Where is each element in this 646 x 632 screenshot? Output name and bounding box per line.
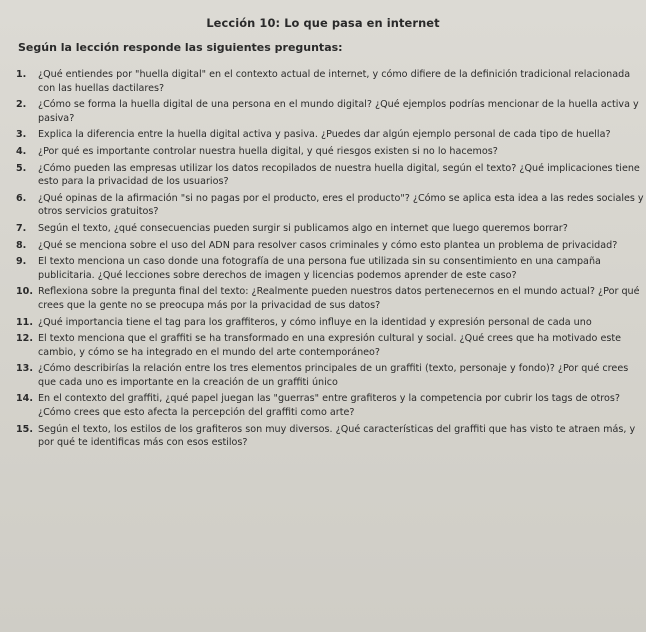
question-item bbox=[16, 285, 644, 312]
question-item bbox=[16, 362, 644, 389]
question-text: ¿Cómo se forma la huella digital de una persona en el mundo digital? ¿Qué ejemplos podrías mencionar de la huella activa y pasiva? bbox=[38, 99, 639, 124]
instructions: Según la lección responde las siguientes preguntas: bbox=[18, 41, 343, 54]
question-number: 12. bbox=[16, 333, 33, 345]
question-text: ¿Qué opinas de la afirmación "si no pagas por el producto, eres el producto"? ¿Cómo se aplica esta idea a las redes sociales y otros servicios gratuitos? bbox=[38, 192, 644, 218]
question-number: 6. bbox=[16, 192, 27, 204]
question-text: En el contexto del graffiti, ¿qué papel juegan las "guerras" entre grafiteros y la competencia por cubrir los tags de otros? ¿Cómo crees que esto afecta la percepción del graffiti como arte? bbox=[38, 393, 620, 419]
question-item bbox=[16, 98, 644, 125]
question-text: ¿Cómo pueden las empresas utilizar los datos recopilados de nuestra huella digital, según el texto? ¿Qué implicaciones tiene esto para la privacidad de los usuarios? bbox=[38, 162, 640, 188]
question-item bbox=[16, 192, 644, 219]
question-item bbox=[16, 68, 644, 95]
question-text: El texto menciona que el graffiti se ha transformado en una expresión cultural y social. ¿Qué crees que ha motivado este cambio, y cómo se ha integrado en el mundo del arte contemporáneo? bbox=[38, 333, 622, 358]
question-item bbox=[16, 255, 644, 282]
question-item bbox=[16, 392, 644, 419]
question-item bbox=[16, 145, 644, 159]
question-text: Según el texto, los estilos de los grafiteros son muy diversos. ¿Qué características del graffiti que has visto te atraen más, y por qué te identificas más con esos estilos? bbox=[38, 423, 636, 449]
question-item bbox=[16, 332, 644, 359]
question-text: ¿Qué entiendes por "huella digital" en el contexto actual de internet, y cómo difiere de la definición tradicional relacionada con las huellas dactilares? bbox=[38, 69, 631, 94]
question-number: 2. bbox=[16, 99, 27, 111]
question-number: 3. bbox=[16, 129, 27, 141]
question-number: 4. bbox=[16, 145, 27, 157]
question-text: Reflexiona sobre la pregunta final del texto: ¿Realmente pueden nuestros datos pertenecernos en el mundo actual? ¿Por qué crees que la gente no se preocupa más por la privacidad de sus datos? bbox=[38, 286, 640, 311]
question-number: 5. bbox=[16, 162, 27, 174]
question-text: Explica la diferencia entre la huella digital activa y pasiva. ¿Puedes dar algún ejemplo personal de cada tipo de huella? bbox=[38, 129, 611, 141]
question-number: 11. bbox=[16, 316, 33, 328]
question-item bbox=[16, 423, 644, 450]
question-number: 13. bbox=[16, 363, 33, 375]
question-item bbox=[16, 128, 644, 142]
question-item bbox=[16, 162, 644, 189]
question-item bbox=[16, 222, 644, 236]
question-number: 1. bbox=[16, 69, 27, 80]
question-number: 14. bbox=[16, 393, 33, 405]
question-item bbox=[16, 316, 644, 330]
question-number: 9. bbox=[16, 256, 27, 268]
question-number: 7. bbox=[16, 222, 27, 234]
question-text: ¿Cómo describirías la relación entre los tres elementos principales de un graffiti (texto, personaje y fondo)? ¿Por qué crees que cada uno es importante en la creación de un graffiti único bbox=[38, 363, 629, 388]
question-text: ¿Qué importancia tiene el tag para los graffiteros, y cómo influye en la identidad y expresión personal de cada uno bbox=[38, 316, 592, 328]
question-text: Según el texto, ¿qué consecuencias pueden surgir si publicamos algo en internet que luego queremos borrar? bbox=[38, 222, 568, 234]
question-item bbox=[16, 239, 644, 253]
question-list bbox=[16, 68, 644, 453]
question-text: ¿Por qué es importante controlar nuestra huella digital, y qué riesgos existen si no lo hacemos? bbox=[38, 145, 498, 157]
question-number: 15. bbox=[16, 423, 33, 435]
question-number: 8. bbox=[16, 239, 27, 251]
question-number: 10. bbox=[16, 286, 33, 298]
question-text: ¿Qué se menciona sobre el uso del ADN para resolver casos criminales y cómo esto plantea un problema de privacidad? bbox=[38, 239, 618, 251]
question-text: El texto menciona un caso donde una fotografía de una persona fue utilizada sin su consentimiento en una campaña publicitaria. ¿Qué lecciones sobre derechos de imagen y licencias podemos aprender de este caso? bbox=[38, 256, 601, 281]
lesson-title: Lección 10: Lo que pasa en internet bbox=[206, 16, 440, 30]
